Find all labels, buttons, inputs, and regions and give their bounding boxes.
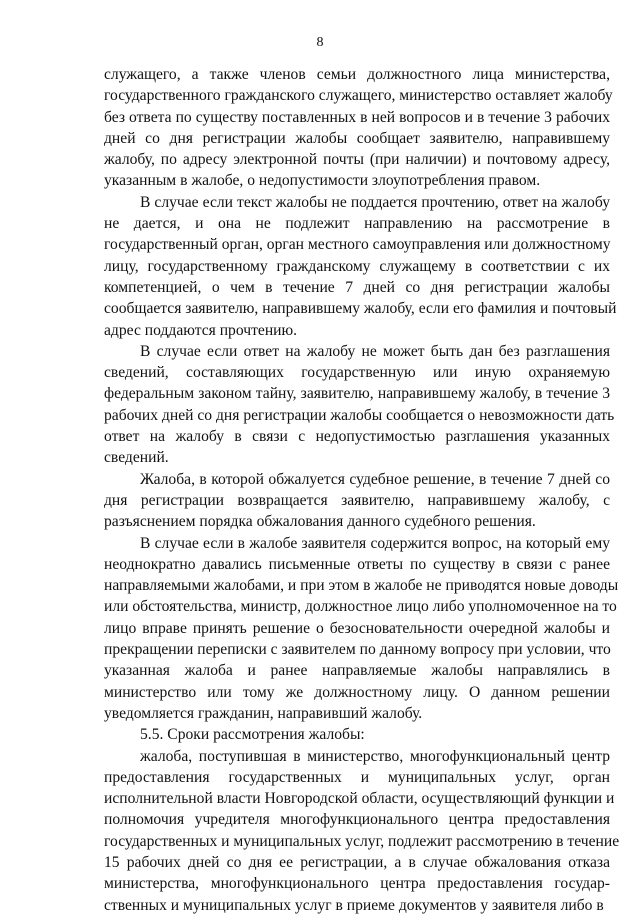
text-line: 5.5. Сроки рассмотрения жалобы: (140, 726, 365, 744)
text-line: лицо вправе принять решение о безосновательности очередной жалобы и (104, 619, 610, 637)
text-line: ственных и муниципальных услуг в приеме документов у заявителя либо в (104, 896, 604, 914)
text-line: указанным в жалобе, о недопустимости злоупотребления правом. (104, 172, 541, 190)
text-line: без ответа по существу поставленных в ней вопросов и в течение 3 рабочих (104, 108, 610, 126)
text-line: компетенцией, о чем в течение 7 дней со дня регистрации жалобы (104, 278, 610, 296)
text-line: жалоба, поступившая в министерство, многофункциональный центр (140, 747, 610, 765)
paragraph (104, 746, 620, 916)
text-line: министерства, многофункционального центра предоставления государ- (104, 875, 610, 893)
text-line: неоднократно давались письменные ответы по существу в связи с ранее (104, 555, 610, 573)
text-line: 15 рабочих дней со дня ее регистрации, а в случае обжалования отказа (104, 853, 610, 871)
text-line: указанная жалоба и ранее направляемые жалобы направлялись в (104, 662, 610, 680)
text-line: исполнительной власти Новгородской области, осуществляющий функции и (104, 790, 615, 808)
text-line: государственного гражданского служащего, министерство оставляет жалобу (104, 87, 613, 105)
paragraph (104, 64, 613, 192)
text-line: направляемыми жалобами, и при этом в жалобе не приводятся новые доводы (104, 577, 619, 595)
text-line: полномочия учредителя многофункционального центра предоставления (104, 811, 610, 829)
paragraph (104, 533, 619, 725)
text-line: или обстоятельства, министр, должностное лицо либо уполномоченное на то (104, 598, 617, 616)
text-line: дня регистрации возвращается заявителю, направившему жалобу, с (104, 491, 610, 509)
text-line: дней со дня регистрации жалобы сообщает заявителю, направившему (104, 129, 610, 147)
body-text (104, 64, 620, 916)
text-line: сведений, составляющих государственную или иную охраняемую (104, 364, 610, 382)
text-line: государственный орган, орган местного самоуправления или должностному (104, 236, 611, 254)
text-line: жалобу, по адресу электронной почты (при наличии) и почтовому адресу, (104, 151, 610, 169)
text-line: государственных и муниципальных услуг, подлежит рассмотрению в течение (104, 832, 620, 850)
text-line: сведений. (104, 449, 169, 467)
text-line: разъяснением порядка обжалования данного судебного решения. (104, 513, 536, 531)
paragraph (104, 469, 610, 533)
text-line: уведомляется гражданин, направивший жалобу. (104, 704, 423, 722)
text-line: предоставления государственных и муниципальных услуг, орган (104, 768, 610, 786)
page-number: 8 (316, 35, 324, 50)
text-line: не дается, и она не подлежит направлению на рассмотрение в (104, 215, 610, 233)
text-line: лицу, государственному гражданскому служащему в соответствии с их (104, 257, 610, 275)
text-line: министерство или тому же должностному лицу. О данном решении (104, 683, 610, 701)
text-line: Жалоба, в которой обжалуется судебное решение, в течение 7 дней со (140, 470, 610, 488)
text-line: В случае если ответ на жалобу не может быть дан без разглашения (140, 342, 610, 360)
paragraph (104, 341, 615, 469)
paragraph (104, 192, 617, 341)
text-line: сообщается заявителю, направившему жалобу, если его фамилия и почтовый (104, 300, 617, 318)
text-line: адрес поддаются прочтению. (104, 321, 298, 339)
paragraph (104, 724, 610, 745)
text-line: В случае если текст жалобы не поддается прочтению, ответ на жалобу (140, 193, 610, 211)
text-line: прекращении переписки с заявителем по данному вопросу при условии, что (104, 641, 611, 659)
text-line: федеральным законом тайну, заявителю, направившему жалобу, в течение 3 (104, 385, 610, 403)
text-line: ответ на жалобу в связи с недопустимостью разглашения указанных (104, 428, 610, 446)
text-line: рабочих дней со дня регистрации жалобы сообщается о невозможности дать (104, 406, 615, 424)
text-line: служащего, а также членов семьи должностного лица министерства, (104, 66, 610, 83)
text-line: В случае если в жалобе заявителя содержится вопрос, на который ему (140, 534, 610, 552)
